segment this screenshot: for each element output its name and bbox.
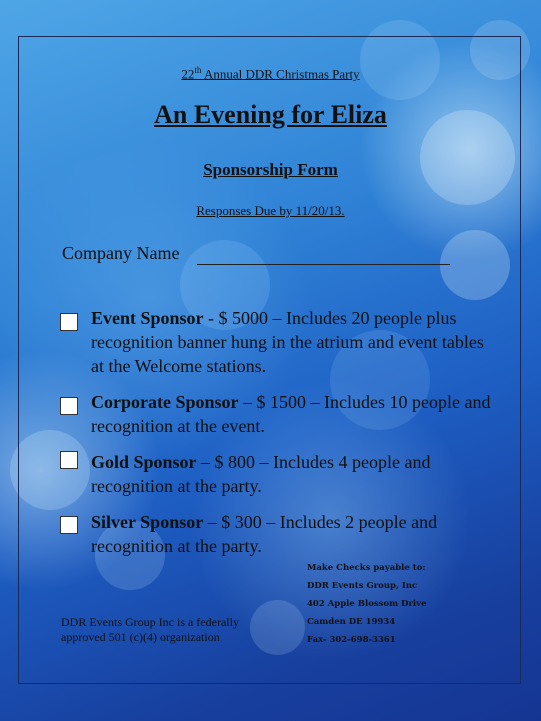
sponsor-description: Gold Sponsor – $ 800 – Includes 4 people and recognition at the party.: [91, 452, 431, 496]
fax-number: Fax- 302-698-3361: [307, 635, 396, 645]
sponsor-description: Event Sponsor - $ 5000 – Includes 20 people plus recognition banner hung in the atrium and event tables at the Welcome stations.: [91, 308, 484, 376]
payee-name: DDR Events Group, Inc: [307, 581, 418, 591]
sponsor-level-name: Corporate Sponsor: [91, 392, 239, 412]
company-name-label: Company Name: [62, 243, 180, 263]
sponsor-checkbox[interactable]: [60, 313, 78, 331]
company-name-field[interactable]: [197, 264, 450, 265]
sponsor-description: Corporate Sponsor – $ 1500 – Includes 10 people and recognition at the event.: [91, 392, 491, 436]
check-payment-info: [307, 562, 426, 652]
nonprofit-note: DDR Events Group Inc is a federally approved 501 (c)(4) organization: [61, 615, 239, 644]
page-title: An Evening for Eliza: [154, 100, 387, 129]
city-state-zip: Camden DE 19934: [307, 617, 396, 627]
form-subtitle: Sponsorship Form: [203, 160, 338, 179]
street-address: 402 Apple Blossom Drive: [307, 599, 427, 609]
payable-to-heading: Make Checks payable to:: [307, 563, 426, 573]
response-due-date: Responses Due by 11/20/13.: [196, 203, 345, 218]
sponsor-level-name: Silver Sponsor: [91, 512, 204, 532]
sponsor-checkbox[interactable]: [60, 516, 78, 534]
sponsor-level-name: Event Sponsor: [91, 308, 204, 328]
sponsor-checkbox[interactable]: [60, 451, 78, 469]
event-pre-title: 22th Annual DDR Christmas Party: [181, 65, 360, 82]
sponsor-level-name: Gold Sponsor: [91, 452, 197, 472]
sponsor-checkbox[interactable]: [60, 397, 78, 415]
sponsor-description: Silver Sponsor – $ 300 – Includes 2 people and recognition at the party.: [91, 512, 438, 556]
